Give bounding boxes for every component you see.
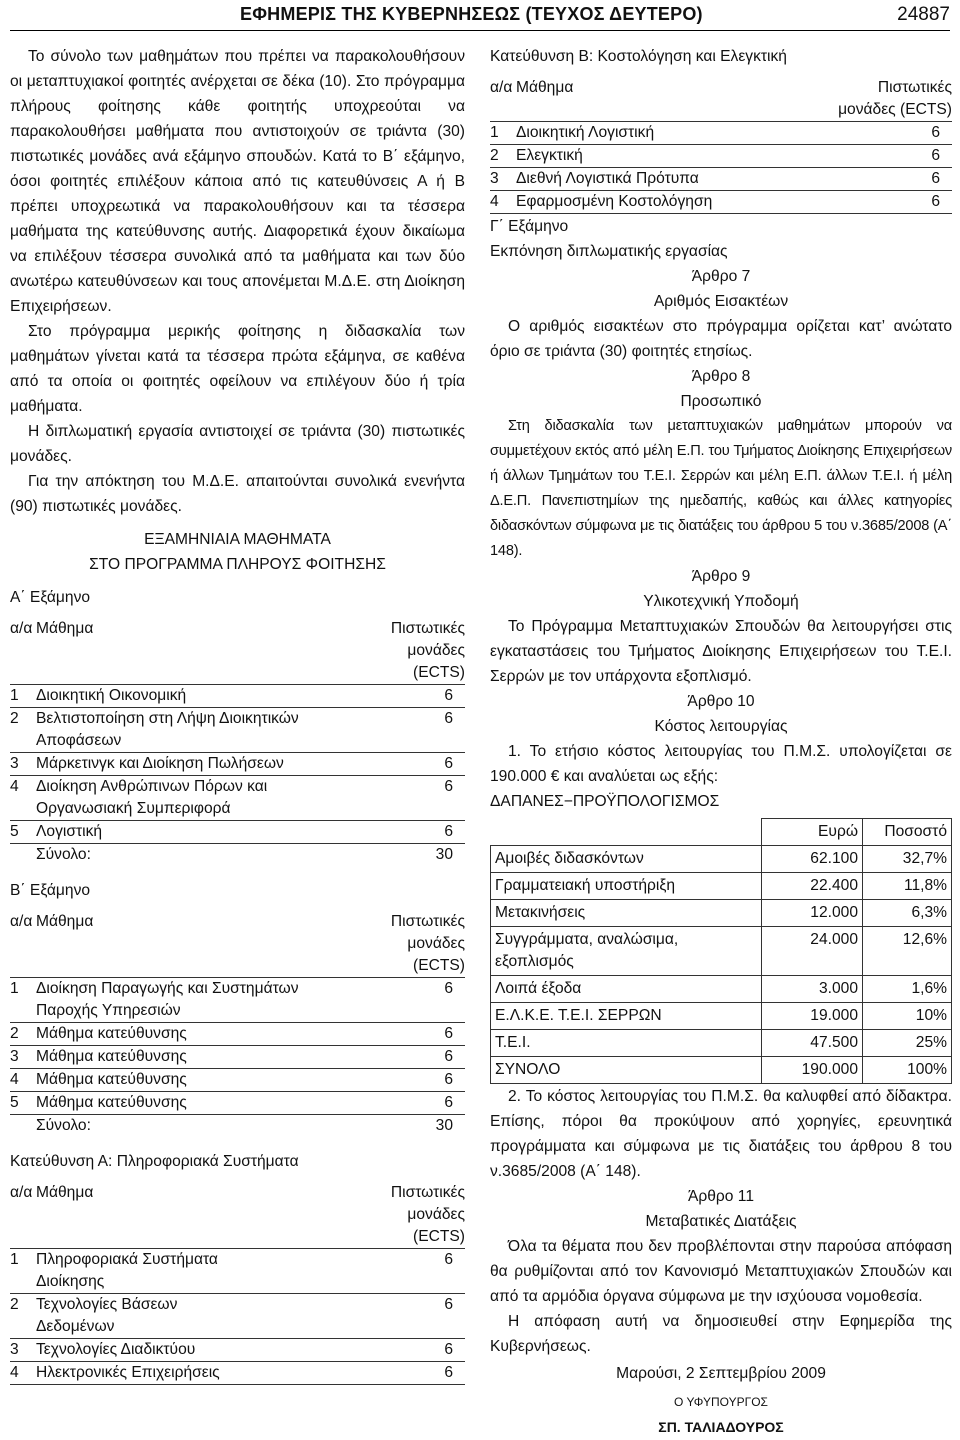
total-label: Σύνολο: — [36, 846, 91, 863]
semester-a-table: α/α Μάθημα Πιστωτικές μονάδες (ECTS) 1 Διοικητική Οικονομική 6 2 Βελτιστοποίηση στη Λήψη Διοικητικών Αποφάσεων 6 3 Μάρκετινγκ και Διοίκηση Πωλήσεων 6 4 Διοίκηση Ανθρώπινων Πόρων και Οργανωσιακή Συμπεριφορά 6 5 Λογιστική 6 Σύνολο: 30 — [10, 618, 465, 866]
table-row: Συγγράμματα, αναλώσιμα, εξοπλισμός 24.000 12,6% — [491, 927, 952, 976]
article-9-title: Άρθρο 9 — [691, 568, 751, 585]
article-8-text: Στη διδασκαλία των μεταπτυχιακών μαθημάτων μπορούν να συμμετέχουν εκτός από μέλη Ε.Π. του Τμήματος Διοίκησης Επιχειρήσεων ή άλλων Τμημάτων του Τ.Ε.Ι. Σερρών και μέλη Ε.Π. άλλων Τ.Ε.Ι. ή μέλη Δ.Ε.Π. Πανεπιστημίων της ημεδαπής, καθώς και άλλες κατηγορίες διδασκόντων σύμφωνα με τις διατάξεις του άρθρου 5 του ν.3685/2008 (Α΄ 148). — [490, 418, 952, 559]
table-row: Διοικητική Οικονομική — [36, 685, 368, 708]
table-row: Ελεγκτική — [516, 145, 792, 168]
table-row: Διοικητική Λογιστική — [516, 122, 792, 145]
budget-table — [490, 818, 952, 1084]
article-7-subtitle: Αριθμός Εισακτέων — [653, 293, 789, 310]
table-row: Μετακινήσεις 12.000 6,3% — [491, 900, 952, 927]
article-7-title: Άρθρο 7 — [691, 268, 751, 285]
table-row: Τ.Ε.Ι. 47.500 25% — [491, 1030, 952, 1057]
article-10-text-1: 1. Το ετήσιο κόστος λειτουργίας του Π.Μ.Σ. υπολογίζεται σε 190.000 € και αναλύεται ως εξής: — [490, 743, 952, 785]
article-8-title: Άρθρο 8 — [691, 368, 751, 385]
table-row: Ε.Λ.Κ.Ε. Τ.Ε.Ι. ΣΕΡΡΩΝ 19.000 10% — [491, 1003, 952, 1030]
table-row: Διοίκηση Παραγωγής και Συστημάτων Παροχής Υπηρεσιών — [36, 978, 366, 1023]
page-header — [0, 0, 960, 32]
table-row: Διεθνή Λογιστικά Πρότυπα — [516, 168, 792, 191]
total-value: 30 — [435, 1117, 453, 1134]
col-head-course: Μάθημα — [36, 620, 94, 637]
direction-a-title: Κατεύθυνση Α: Πληροφοριακά Συστήματα — [10, 1153, 299, 1170]
direction-a-table: α/α Μάθημα Πιστωτικές μονάδες (ECTS) 1 Πληροφοριακά Συστήματα Διοίκησης 6 2 Τεχνολογίες Βάσεων Δεδομένων 6 3 Τεχνολογίες Διαδικτύου 6 4 Ηλεκτρονικές Επιχειρήσεις 6 — [10, 1182, 465, 1385]
article-10-title: Άρθρο 10 — [687, 693, 755, 710]
semester-c-title: Γ΄ Εξάμηνο — [490, 218, 569, 235]
budget-heading: ΔΑΠΑΝΕΣ−ΠΡΟΫΠΟΛΟΓΙΣΜΟΣ — [490, 793, 720, 810]
table-row: Λογιστική — [36, 821, 368, 844]
article-11-text-2: Η απόφαση αυτή να δημοσιευθεί στην Εφημερίδα της Κυβερνήσεως. — [490, 1313, 952, 1355]
table-row: Διοίκηση Ανθρώπινων Πόρων και Οργανωσιακή Συμπεριφορά — [36, 776, 368, 821]
place-date: Μαρούσι, 2 Σεπτεμβρίου 2009 — [616, 1365, 826, 1382]
gazette-title: ΕΦΗΜΕΡΙΣ ΤΗΣ ΚΥΒΕΡΝΗΣΕΩΣ (ΤΕΥΧΟΣ ΔΕΥΤΕΡΟ) — [240, 4, 703, 24]
header-rule — [10, 30, 950, 31]
article-7-text: Ο αριθμός εισακτέων στο πρόγραμμα ορίζεται κατ’ ανώτατο όριο σε τριάντα (30) φοιτητές ετησίως. — [490, 318, 952, 360]
table-row: Τεχνολογίες Διαδικτύου — [36, 1339, 369, 1362]
minister-name: ΣΠ. ΤΑΛΙΑΔΟΥΡΟΣ — [658, 1419, 784, 1435]
col-head-ects: Πιστωτικές μονάδες (ECTS) — [390, 620, 465, 681]
semester-a-title: Α΄ Εξάμηνο — [10, 589, 91, 606]
table-row: Βελτιστοποίηση στη Λήψη Διοικητικών Αποφάσεων — [36, 708, 368, 753]
paragraph-courses: Το σύνολο των μαθημάτων που πρέπει να παρακολουθήσουν οι μεταπτυχιακοί φοιτητές ανέρχεται σε δέκα (10). Στο πρόγραμμα πλήρους φοίτησης κάθε φοιτητής υποχρεούται να παρακολουθήσει μαθήματα που αντιστοιχούν σε τριάντα (30) πιστωτικές μονάδες ανά εξάμηνο σπουδών. Κατά το Β΄ εξάμηνο, όσοι φοιτητές επιλέξουν κάποια από τις κατευθύνσεις Α ή Β πρέπει υποχρεωτικά να παρακολουθήσουν και τα τέσσερα μαθήματα της κατεύθυνσης αυτής. Διαφορετικά έχουν δικαίωμα να επιλέξουν τέσσερα συνολικά από τα μαθήματα και των δύο ανωτέρω κατευθύνσεων και τους απονέμεται Μ.Δ.Ε. στη Διοίκηση Επιχειρήσεων. — [10, 48, 465, 315]
paragraph-part-time: Στο πρόγραμμα μερικής φοίτησης η διδασκαλία των μαθημάτων γίνεται κατά τα τέσσερα πρώτα εξάμηνα, σε καθένα από τα οποία οι φοιτητές οφείλουν να επιλέγουν δύο ή τρία μαθήματα. — [10, 323, 465, 415]
table-row: Λοιπά έξοδα 3.000 1,6% — [491, 976, 952, 1003]
table-row: Τεχνολογίες Βάσεων Δεδομένων — [36, 1294, 369, 1339]
table-row: Αμοιβές διδασκόντων 62.100 32,7% — [491, 846, 952, 873]
article-10-subtitle: Κόστος λειτουργίας — [654, 718, 788, 735]
article-9-text: Το Πρόγραμμα Μεταπτυχιακών Σπουδών θα λειτουργήσει στις εγκαταστάσεις του Τμήματος Διοίκησης Επιχειρήσεων του Τ.Ε.Ι. Σερρών με τον υπάρχοντα εξοπλισμό. — [490, 618, 952, 685]
table-row: ΣΥΝΟΛΟ 190.000 100% — [491, 1057, 952, 1084]
minister-title: Ο ΥΦΥΠΟΥΡΓΟΣ — [674, 1395, 768, 1409]
right-column — [490, 44, 952, 1440]
left-column — [10, 44, 465, 1385]
article-11-subtitle: Μεταβατικές Διατάξεις — [645, 1213, 797, 1230]
paragraph-thesis: Η διπλωματική εργασία αντιστοιχεί σε τριάντα (30) πιστωτικές μονάδες. — [10, 423, 465, 465]
table-row: Μάρκετινγκ και Διοίκηση Πωλήσεων — [36, 753, 368, 776]
paragraph-total-credits: Για την απόκτηση του Μ.Δ.Ε. απαιτούνται συνολικά ενενήντα (90) πιστωτικές μονάδες. — [10, 473, 465, 515]
direction-b-table: α/α Μάθημα Πιστωτικές μονάδες (ECTS) 1 Διοικητική Λογιστική 6 2 Ελεγκτική 6 3 Διεθνή Λογιστικά Πρότυπα 6 4 Εφαρμοσμένη Κοστολόγηση 6 — [490, 77, 952, 214]
page-number: 24887 — [897, 4, 950, 25]
table-row: Μάθημα κατεύθυνσης — [36, 1023, 366, 1046]
article-11-text-1: Όλα τα θέματα που δεν προβλέπονται στην παρούσα απόφαση θα ρυθμίζονται από τον Κανονισμό Μεταπτυχιακών Σπουδών και από τα αρμόδια όργανα σύμφωνα με την ισχύουσα νομοθεσία. — [490, 1238, 952, 1305]
table-row: Γραμματειακή υποστήριξη 22.400 11,8% — [491, 873, 952, 900]
article-9-subtitle: Υλικοτεχνική Υποδομή — [643, 593, 799, 610]
table-row: Πληροφοριακά Συστήματα Διοίκησης — [36, 1249, 369, 1294]
table-row: Μάθημα κατεύθυνσης — [36, 1046, 366, 1069]
total-value: 30 — [435, 846, 453, 863]
article-11-title: Άρθρο 11 — [687, 1188, 754, 1205]
budget-head-euro: Ευρώ — [762, 819, 863, 846]
table-row: Μάθημα κατεύθυνσης — [36, 1069, 366, 1092]
section-heading-1: ΕΞΑΜΗΝΙΑΙΑ ΜΑΘΗΜΑΤΑ — [144, 531, 331, 548]
article-8-subtitle: Προσωπικό — [680, 393, 762, 410]
total-label: Σύνολο: — [36, 1117, 91, 1134]
article-10-text-2: 2. Το κόστος λειτουργίας του Π.Μ.Σ. θα καλυφθεί από δίδακτρα. Επίσης, πόροι θα προκύψουν από χορηγίες, ερευνητικά προγράμματα και σύμφωνα με τις διατάξεις του άρθρου 8 του ν.3685/2008 (Α΄ 148). — [490, 1088, 952, 1180]
table-row: Μάθημα κατεύθυνσης — [36, 1092, 366, 1115]
table-row: Ηλεκτρονικές Επιχειρήσεις — [36, 1362, 369, 1385]
col-head-num: α/α — [10, 620, 33, 637]
budget-head-pct: Ποσοστό — [863, 819, 952, 846]
semester-b-title: Β΄ Εξάμηνο — [10, 882, 91, 899]
direction-b-title: Κατεύθυνση Β: Κοστολόγηση και Ελεγκτική — [490, 48, 787, 65]
semester-b-table: α/α Μάθημα Πιστωτικές μονάδες (ECTS) 1 Διοίκηση Παραγωγής και Συστημάτων Παροχής Υπηρεσιών 6 2 Μάθημα κατεύθυνσης 6 3 Μάθημα κατεύθυνσης 6 4 Μάθημα κατεύθυνσης 6 5 Μάθημα κατεύθυνσης 6 Σύνολο: 30 — [10, 911, 465, 1137]
semester-c-text: Εκπόνηση διπλωματικής εργασίας — [490, 243, 728, 260]
section-heading-2: ΣΤΟ ΠΡΟΓΡΑΜΜΑ ΠΛΗΡΟΥΣ ΦΟΙΤΗΣΗΣ — [89, 556, 386, 573]
table-row: Εφαρμοσμένη Κοστολόγηση — [516, 191, 792, 214]
